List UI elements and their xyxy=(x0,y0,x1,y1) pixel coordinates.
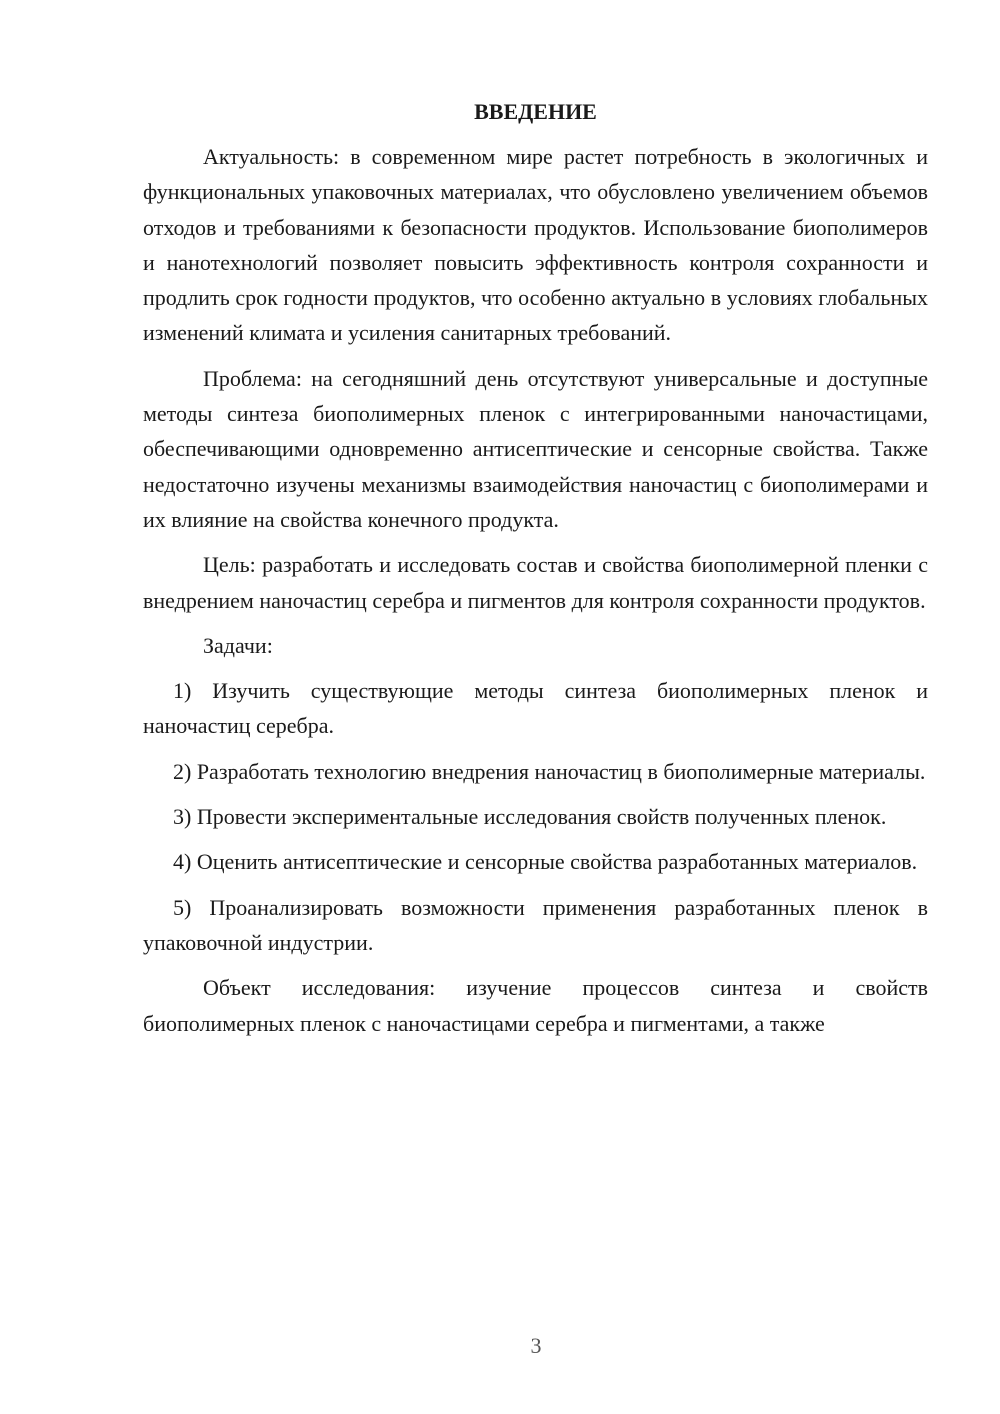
relevance-paragraph: Актуальность: в современном мире растет потребность в экологичных и функциональных упаковочных материалах, что обусловлено увеличением объемов отходов и требованиями к безопасности продуктов. Использование биополимеров и нанотехнологий позволяет повысить эффективность контроля сохранности и продлить срок годности продуктов, что особенно актуально в условиях глобальных изменений климата и усиления санитарных требований. xyxy=(143,144,928,346)
task-item: 3) Провести экспериментальные исследования свойств полученных пленок. xyxy=(173,804,887,830)
section-heading: ВВЕДЕНИЕ xyxy=(474,99,597,124)
task-item: 1) Изучить существующие методы синтеза биополимерных пленок и наночастиц серебра. xyxy=(143,678,928,739)
page-number: 3 xyxy=(530,1333,542,1358)
tasks-label: Задачи: xyxy=(203,632,273,658)
task-item: 5) Проанализировать возможности применения разработанных пленок в упаковочной индустрии. xyxy=(143,894,928,955)
goal-paragraph: Цель: разработать и исследовать состав и свойства биополимерной пленки с внедрением наночастиц серебра и пигментов для контроля сохранности продуктов. xyxy=(143,552,928,613)
task-item: 4) Оценить антисептические и сенсорные свойства разработанных материалов. xyxy=(173,849,918,875)
problem-paragraph: Проблема: на сегодняшний день отсутствуют универсальные и доступные методы синтеза биополимерных пленок с интегрированными наночастицами, обеспечивающими одновременно антисептические и сенсорные свойства. Также недостаточно изучены механизмы взаимодействия наночастиц с биополимерами и их влияние на свойства конечного продукта. xyxy=(143,365,928,532)
task-item: 2) Разработать технологию внедрения наночастиц в биополимерные материалы. xyxy=(173,758,926,784)
document-page xyxy=(143,94,928,1051)
object-paragraph: Объект исследования: изучение процессов синтеза и свойств биополимерных пленок с наночастицами серебра и пигментами, а также xyxy=(143,975,928,1036)
